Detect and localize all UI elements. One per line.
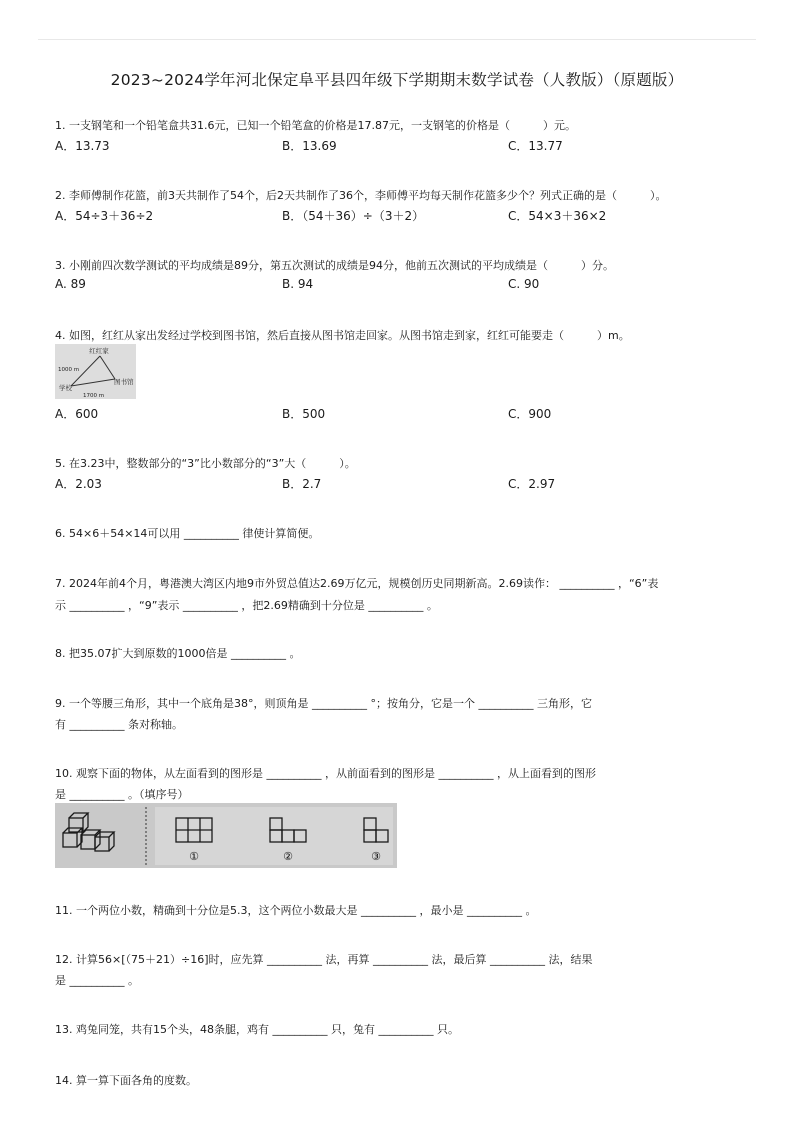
q5-option-c: C．2.97: [508, 477, 556, 491]
question-12-line-1: 12. 计算56×[（75＋21）÷16]时，应先算 __________ 法，再算 __________ 法，最后算 __________ 法，结果: [55, 953, 593, 966]
view-label-2: ②: [283, 850, 293, 863]
q4-triangle-figure: [55, 344, 136, 399]
question-1: 1. 一支钢笔和一个铅笔盒共31.6元，已知一个铅笔盒的价格是17.87元，一支钢笔的价格是（ ）元。: [55, 119, 576, 132]
fig-label-distance-1: 1000 m: [58, 367, 80, 373]
q3-option-c: C. 90: [508, 277, 540, 291]
q4-option-b: B．500: [282, 407, 326, 421]
question-4: 4. 如图，红红从家出发经过学校到图书馆，然后直接从图书馆走回家。从图书馆走到家，红红可能要走（ ）m。: [55, 329, 630, 342]
header-rule: [38, 39, 756, 40]
q3-option-a: A. 89: [55, 277, 86, 291]
question-6: 6. 54×6＋54×14可以用 __________ 律使计算简便。: [55, 527, 320, 540]
question-7-line-2: 示 __________ ，“9”表示 __________ ，把2.69精确到十分位是 __________ 。: [55, 599, 438, 612]
fig-label-library: 图书馆: [114, 378, 134, 386]
question-10-line-1: 10. 观察下面的物体，从左面看到的图形是 __________ ，从前面看到的图形是 __________ ，从上面看到的图形: [55, 767, 596, 780]
fig-label-distance-2: 1700 m: [83, 393, 105, 399]
question-2: 2. 李师傅制作花篮，前3天共制作了54个，后2天共制作了36个，李师傅平均每天制作花篮多少个？列式正确的是（ ）。: [55, 189, 667, 202]
question-14: 14. 算一算下面各角的度数。: [55, 1074, 197, 1087]
fig-label-school: 学校: [59, 384, 72, 392]
question-5: 5. 在3.23中，整数部分的“3”比小数部分的“3”大（ ）。: [55, 457, 356, 470]
fig-label-home: 红红家: [89, 347, 109, 355]
view-label-1: ①: [189, 850, 199, 863]
view-label-3: ③: [371, 850, 381, 863]
q2-option-a: A．54÷3＋36÷2: [55, 209, 154, 223]
q4-option-c: C．900: [508, 407, 552, 421]
page-title: 2023~2024学年河北保定阜平县四年级下学期期末数学试卷（人教版）（原题版）: [110, 71, 684, 89]
question-9-line-1: 9. 一个等腰三角形，其中一个底角是38°，则顶角是 __________ °；按角分，它是一个 __________ 三角形，它: [55, 697, 592, 710]
q3-option-b: B. 94: [282, 277, 314, 291]
question-11: 11. 一个两位小数，精确到十分位是5.3，这个两位小数最大是 __________ ，最小是 __________ 。: [55, 904, 537, 917]
q5-option-b: B．2.7: [282, 477, 322, 491]
question-8: 8. 把35.07扩大到原数的1000倍是 __________ 。: [55, 647, 301, 660]
question-9-line-2: 有 __________ 条对称轴。: [55, 718, 183, 731]
q5-option-a: A．2.03: [55, 477, 102, 491]
q2-option-b: B．（54＋36）÷（3＋2）: [282, 209, 425, 223]
q1-option-b: B．13.69: [282, 139, 337, 153]
q1-option-a: A．13.73: [55, 139, 110, 153]
question-13: 13. 鸡兔同笼，共有15个头，48条腿，鸡有 __________ 只，兔有 __________ 只。: [55, 1023, 459, 1036]
question-10-line-2: 是 __________ 。（填序号）: [55, 788, 189, 801]
q10-views-figure: [55, 803, 397, 868]
q1-option-c: C．13.77: [508, 139, 563, 153]
question-12-line-2: 是 __________ 。: [55, 974, 139, 987]
q4-option-a: A．600: [55, 407, 99, 421]
question-7-line-1: 7. 2024年前4个月，粤港澳大湾区内地9市外贸总值达2.69万亿元，规模创历史同期新高。2.69读作： __________ ，“6”表: [55, 577, 659, 590]
question-3: 3. 小刚前四次数学测试的平均成绩是89分，第五次测试的成绩是94分，他前五次测试的平均成绩是（ ）分。: [55, 259, 614, 272]
q2-option-c: C．54×3＋36×2: [508, 209, 607, 223]
